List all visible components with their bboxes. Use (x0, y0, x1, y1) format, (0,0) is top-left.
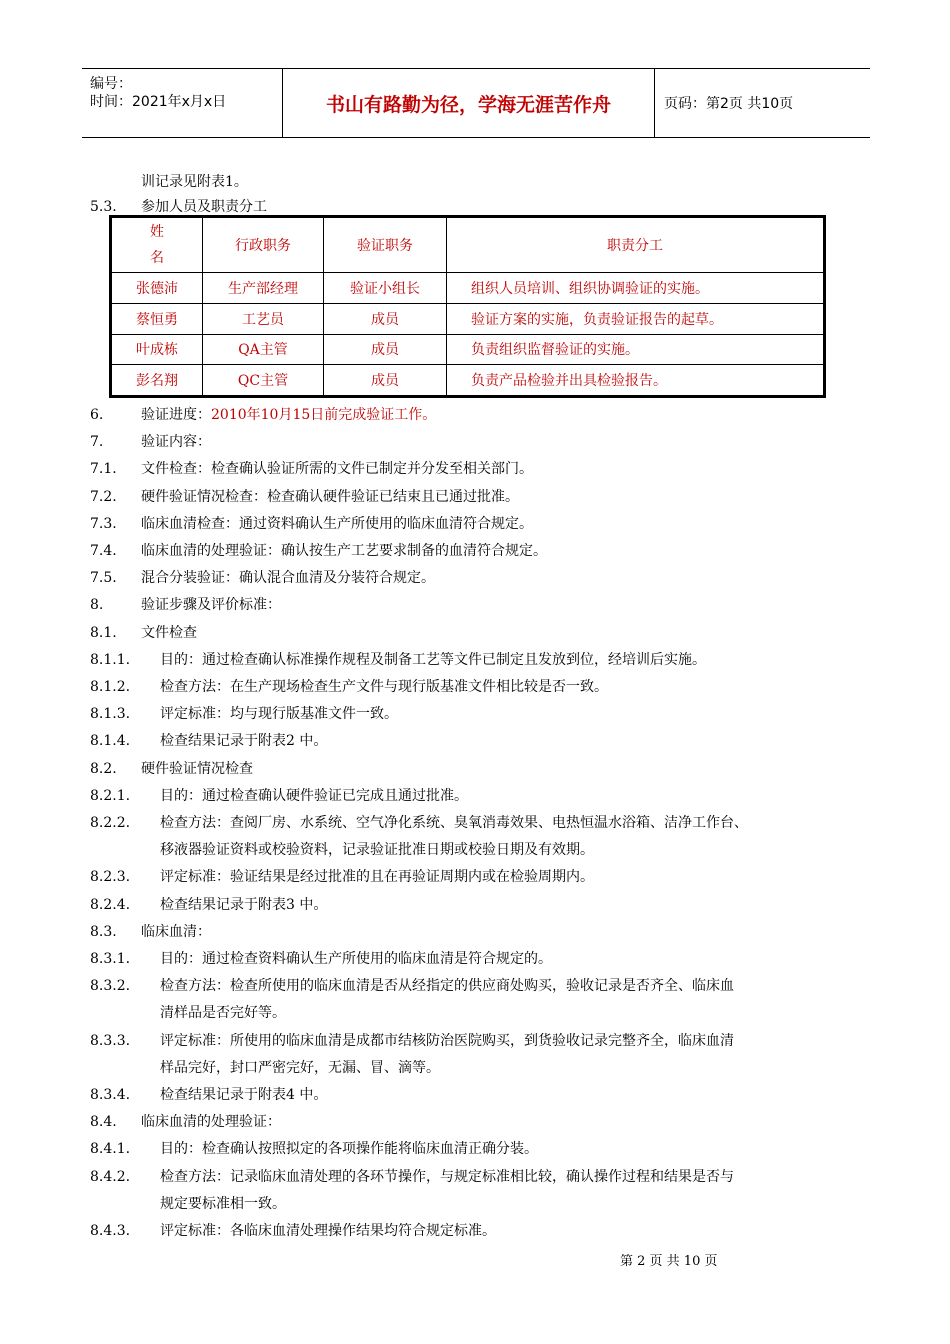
clause-text-main: 验证步骤及评价标准： (141, 597, 281, 614)
clause-text (160, 977, 734, 995)
page-header (82, 68, 870, 138)
clause-number: 8.2.1. (90, 787, 131, 804)
clause-text (160, 868, 594, 886)
clause-number: 7.3. (90, 515, 117, 532)
header-page-info: 页码：第2页 共10页 (664, 96, 794, 112)
clause-text (160, 678, 608, 696)
section-number: 5.3. (90, 199, 117, 215)
table-row (112, 273, 824, 304)
clause-text-main: 检查方法：检查所使用的临床血清是否从经指定的供应商处购买，验收记录是否齐全、临床血 (160, 978, 734, 995)
clause-text-main: 临床血清的处理验证：确认按生产工艺要求制备的血清符合规定。 (141, 543, 547, 559)
clause-text-main: 检查方法：在生产现场检查生产文件与现行版基准文件相比较是否一致。 (160, 679, 608, 695)
clause-text-main: 目的：通过检查确认标准操作规程及制备工艺等文件已制定且发放到位，经培训后实施。 (160, 651, 706, 668)
clause-number: 8.2.3. (90, 869, 131, 886)
clause-text (160, 896, 327, 914)
clause-number: 8.4.2. (90, 1168, 131, 1185)
clause-number: 8.2. (90, 760, 117, 777)
clause-text-main: 文件检查 (141, 624, 197, 641)
header-divider (654, 69, 655, 137)
clause-number: 8.2.2. (90, 815, 131, 831)
clause-text (141, 760, 253, 778)
clause-number: 8.1.1. (90, 651, 131, 668)
table-cell: 生产部经理 (203, 273, 324, 304)
clause-text (160, 950, 552, 968)
content-line-continuation: 移液器验证资料或校验资料，记录验证批准日期或校验日期及有效期。 (160, 842, 594, 859)
table-cell: 负责产品检验并出具检验报告。 (447, 365, 824, 396)
clause-number: 8.3.2. (90, 978, 131, 995)
table-cell: 验证方案的实施，负责验证报告的起草。 (447, 303, 824, 334)
table-cell: 蔡恒勇 (112, 303, 203, 334)
table-row (112, 334, 824, 365)
page-footer: 第 2 页 共 10 页 (620, 1254, 718, 1269)
content-line-continuation: 规定要标准相一致。 (160, 1195, 286, 1212)
doc-date-label: 时间：2021年x月x日 (90, 94, 227, 110)
clause-text (141, 1113, 281, 1131)
clause-text (160, 1168, 734, 1186)
clause-text-main: 验证内容： (141, 434, 211, 451)
header-name: 姓名 (150, 224, 164, 266)
clause-number: 7.4. (90, 543, 117, 559)
table-cell: 彭名翔 (112, 365, 203, 396)
clause-number: 8. (90, 597, 104, 614)
clause-number: 7.5. (90, 570, 117, 587)
header-meta (82, 69, 282, 137)
clause-number: 8.1.3. (90, 706, 131, 723)
text-line: 训记录见附表1。 (141, 174, 248, 190)
clause-text-main: 评定标准：所使用的临床血清是成都市结核防治医院购买，到货验收记录完整齐全，临床血清 (160, 1032, 734, 1049)
table-header-row (112, 218, 824, 273)
table-cell: 成员 (324, 365, 447, 396)
table-row (112, 303, 824, 334)
clause-number: 8.1. (90, 624, 117, 641)
table-cell: 成员 (324, 303, 447, 334)
clause-text-main: 检查结果记录于附表4 中。 (160, 1087, 328, 1103)
table-row (112, 365, 824, 396)
clause-text (160, 787, 468, 805)
clause-text (160, 1140, 538, 1158)
clause-text-main: 检查结果记录于附表3 中。 (160, 896, 328, 913)
table-cell: 验证小组长 (324, 273, 447, 304)
clause-text-main: 检查方法：记录临床血清处理的各环节操作，与规定标准相比较，确认操作过程和结果是否与 (160, 1168, 734, 1185)
table-cell: 负责组织监督验证的实施。 (447, 334, 824, 365)
clause-text (141, 624, 197, 642)
personnel-table (109, 215, 826, 398)
clause-text-main: 目的：通过检查资料确认生产所使用的临床血清是符合规定的。 (160, 951, 552, 967)
table-cell: 工艺员 (203, 303, 324, 334)
clause-text (160, 651, 706, 669)
clause-text (141, 515, 533, 533)
clause-text-main: 评定标准：各临床血清处理操作结果均符合规定标准。 (160, 1223, 496, 1239)
clause-number: 8.3.1. (90, 951, 131, 967)
clause-text-main: 检查结果记录于附表2 中。 (160, 733, 328, 750)
clause-text-main: 评定标准：验证结果是经过批准的且在再验证周期内或在检验周期内。 (160, 869, 594, 886)
clause-text (141, 596, 281, 614)
section-title: 参加人员及职责分工 (141, 199, 267, 215)
table-cell: 组织人员培训、组织协调验证的实施。 (447, 273, 824, 304)
clause-number: 8.3.4. (90, 1087, 131, 1103)
clause-number: 8.1.4. (90, 733, 131, 750)
table-cell: 张德沛 (112, 273, 203, 304)
clause-highlight: 2010年10月15日前完成验证工作。 (211, 407, 437, 423)
clause-number: 8.3.3. (90, 1032, 131, 1049)
clause-text-main: 临床血清检查：通过资料确认生产所使用的临床血清符合规定。 (141, 515, 533, 532)
clause-number: 7. (90, 434, 104, 451)
clause-number: 6. (90, 407, 104, 423)
clause-text-main: 目的：检查确认按照拟定的各项操作能将临床血清正确分装。 (160, 1141, 538, 1158)
clause-number: 7.1. (90, 461, 117, 478)
clause-text-main: 验证进度： (141, 407, 211, 423)
doc-number-label: 编号： (90, 76, 132, 92)
table-header-cell: 验证职务 (324, 218, 447, 273)
clause-number: 7.2. (90, 488, 117, 505)
clause-text (160, 732, 327, 750)
clause-text-main: 混合分装验证：确认混合血清及分装符合规定。 (141, 570, 435, 587)
clause-number: 8.4.1. (90, 1141, 131, 1158)
clause-text (160, 1086, 327, 1104)
clause-number: 8.4. (90, 1114, 117, 1131)
header-motto: 书山有路勤为径，学海无涯苦作舟 (325, 93, 611, 116)
clause-text (141, 542, 547, 560)
clause-text-main: 检查方法：查阅厂房、水系统、空气净化系统、臭氧消毒效果、电热恒温水浴箱、洁净工作台、 (160, 815, 748, 831)
clause-text-main: 硬件验证情况检查：检查确认硬件验证已结束且已通过批准。 (141, 488, 519, 505)
clause-text (141, 433, 211, 451)
clause-text-main: 硬件验证情况检查 (141, 760, 253, 777)
table-header-cell: 行政职务 (203, 218, 324, 273)
clause-number: 8.4.3. (90, 1223, 131, 1239)
clause-text-main: 文件检查：检查确认验证所需的文件已制定并分发至相关部门。 (141, 461, 533, 478)
clause-text (160, 814, 748, 832)
table-header-cell (112, 218, 203, 273)
clause-text-main: 临床血清的处理验证： (141, 1114, 281, 1131)
table-cell: 叶成栋 (112, 334, 203, 365)
clause-text-main: 临床血清： (141, 923, 211, 940)
table-cell: QA主管 (203, 334, 324, 365)
clause-text (160, 1032, 734, 1050)
clause-text (160, 1222, 496, 1240)
clause-text (141, 488, 519, 506)
clause-text (141, 923, 211, 941)
content-line-continuation: 样品完好，封口严密完好，无漏、冒、滴等。 (160, 1059, 440, 1076)
table-cell: 成员 (324, 334, 447, 365)
table-header-cell: 职责分工 (447, 218, 824, 273)
content-line-continuation: 清样品是否完好等。 (160, 1005, 286, 1022)
table-cell: QC主管 (203, 365, 324, 396)
clause-number: 8.3. (90, 923, 117, 940)
clause-number: 8.1.2. (90, 679, 131, 695)
clause-text-main: 评定标准：均与现行版基准文件一致。 (160, 706, 398, 723)
clause-text (141, 569, 435, 587)
clause-number: 8.2.4. (90, 896, 131, 913)
clause-text (160, 705, 398, 723)
clause-text (141, 406, 436, 424)
clause-text (141, 460, 533, 478)
clause-text-main: 目的：通过检查确认硬件验证已完成且通过批准。 (160, 787, 468, 804)
